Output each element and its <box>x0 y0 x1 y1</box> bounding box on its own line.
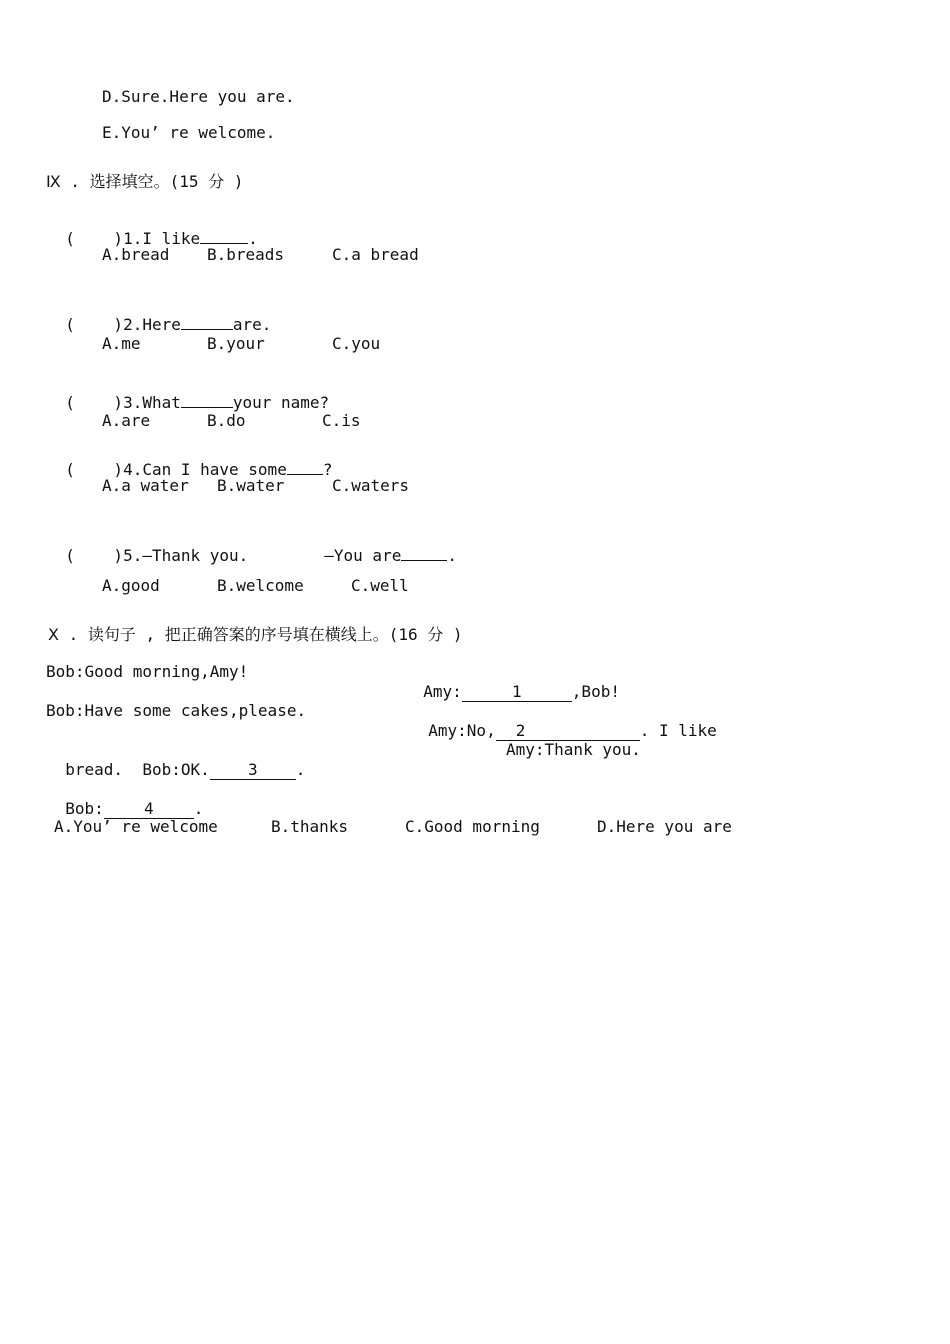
question-suffix: ? <box>322 460 333 479</box>
q4-option-a: A.a water <box>102 476 189 495</box>
speaker: Amy: <box>423 682 462 701</box>
s10-option-a: A.You’ re welcome <box>54 817 218 836</box>
blank-1[interactable]: 1 <box>462 683 572 702</box>
q4-option-b: B.water <box>217 476 285 495</box>
dialogue-line-3 <box>46 740 305 780</box>
blank-4[interactable]: 4 <box>104 800 194 819</box>
q2-option-a: A.me <box>102 334 141 353</box>
dialogue-line-4 <box>46 779 203 819</box>
q2-option-b: B.your <box>207 334 265 353</box>
question-2 <box>46 295 271 335</box>
question-suffix: . <box>248 229 258 248</box>
dialogue-line-2-amy <box>409 701 717 741</box>
dialogue-line-1-amy <box>404 662 620 702</box>
answer-paren[interactable]: ( ) <box>65 546 124 565</box>
answer-paren[interactable]: ( ) <box>65 315 124 334</box>
dialogue-text: . <box>295 760 306 779</box>
s10-option-d: D.Here you are <box>597 817 732 836</box>
q4-option-c: C.waters <box>332 476 410 495</box>
question-text: 4.Can I have some <box>123 460 287 479</box>
question-5 <box>46 526 248 566</box>
q3-option-b: B.do <box>207 411 246 430</box>
blank[interactable] <box>181 329 233 330</box>
q5-option-b: B.welcome <box>217 576 304 595</box>
speaker: Bob: <box>65 799 104 818</box>
section-10-title: Ⅹ . 读句子 , 把正确答案的序号填在横线上。(16 分 ) <box>48 625 463 644</box>
dialogue-text: ,Bob! <box>571 682 620 701</box>
dialogue-text: . <box>193 799 204 818</box>
blank[interactable] <box>287 474 323 475</box>
dialogue-text: . I like <box>639 721 717 740</box>
option-d: D.Sure.Here you are. <box>102 87 295 106</box>
question-suffix: are. <box>232 315 272 334</box>
blank[interactable] <box>200 243 248 244</box>
option-e: E.You’ re welcome. <box>102 123 276 142</box>
q3-option-a: A.are <box>102 411 151 430</box>
dialogue-line-1-bob: Bob:Good morning,Amy! <box>46 662 249 681</box>
blank[interactable] <box>181 407 233 408</box>
answer-paren[interactable]: ( ) <box>65 393 124 412</box>
speaker: Amy:No, <box>428 721 496 740</box>
question-text: 3.What <box>123 393 181 412</box>
dialogue-text: bread. Bob:OK. <box>65 760 210 779</box>
question-1 <box>46 209 258 249</box>
section-9-title: Ⅸ . 选择填空。(15 分 ) <box>46 172 244 191</box>
question-text: 5.—Thank you. <box>123 546 249 565</box>
q1-option-c: C.a bread <box>332 245 419 264</box>
s10-option-c: C.Good morning <box>405 817 540 836</box>
question-3 <box>46 373 329 413</box>
question-text: 2.Here <box>123 315 181 334</box>
q5-option-c: C.well <box>351 576 409 595</box>
blank-3[interactable]: 3 <box>210 761 296 780</box>
dialogue-line-2-bob: Bob:Have some cakes,please. <box>46 701 307 720</box>
question-5-reply <box>305 526 457 566</box>
q1-option-a: A.bread <box>102 245 170 264</box>
question-suffix: . <box>447 546 457 565</box>
q2-option-c: C.you <box>332 334 381 353</box>
question-suffix: your name? <box>232 393 330 412</box>
answer-paren[interactable]: ( ) <box>65 229 124 248</box>
question-text-2: —You are <box>324 546 402 565</box>
dialogue-line-3-amy: Amy:Thank you. <box>506 740 641 759</box>
q1-option-b: B.breads <box>207 245 285 264</box>
question-text: 1.I like <box>123 229 201 248</box>
blank[interactable] <box>401 560 447 561</box>
answer-paren[interactable]: ( ) <box>65 460 124 479</box>
blank-2[interactable]: 2 <box>496 722 640 741</box>
q3-option-c: C.is <box>322 411 361 430</box>
question-4 <box>46 440 332 480</box>
q5-option-a: A.good <box>102 576 160 595</box>
s10-option-b: B.thanks <box>271 817 349 836</box>
